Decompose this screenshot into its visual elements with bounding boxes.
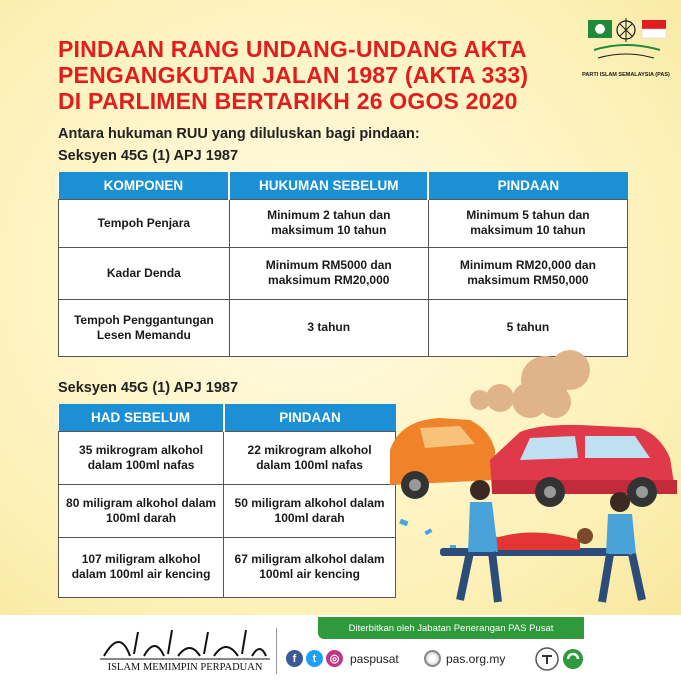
calligraphy-logo [100,626,270,662]
intro-text: Antara hukuman RUU yang diluluskan bagi pindaan: [58,126,420,142]
cell-component: Tempoh Penggantungan Lesen Memandu [59,299,230,356]
cell-after: Minimum 5 tahun dan maksimum 10 tahun [428,199,627,247]
table-row [59,484,396,537]
header-pindaan: PINDAAN [428,172,627,199]
table-row [59,537,396,597]
cell-component: Tempoh Penjara [59,199,230,247]
cell-before: 107 miligram alkohol dalam 100ml air kencing [59,537,224,597]
title-line-1: PINDAAN RANG UNDANG-UNDANG AKTA [58,36,527,62]
social-links [286,650,399,667]
cell-after: 67 miligram alkohol dalam 100ml air kencing [224,537,396,597]
header-hukuman-sebelum: HUKUMAN SEBELUM [229,172,428,199]
tv-icon[interactable] [535,646,585,672]
cell-before: 3 tahun [229,299,428,356]
page-title [58,36,578,114]
table-row [59,247,628,299]
cell-after: 50 miligram alkohol dalam 100ml darah [224,484,396,537]
cell-before: Minimum RM5000 dan maksimum RM20,000 [229,247,428,299]
facebook-icon[interactable]: f [286,650,303,667]
cell-component: Kadar Denda [59,247,230,299]
section2-heading: Seksyen 45G (1) APJ 1987 [58,380,239,396]
cell-after: Minimum RM20,000 dan maksimum RM50,000 [428,247,627,299]
pas-logo [584,14,668,72]
alcohol-limit-table [58,404,396,598]
cell-before: 80 miligram alkohol dalam 100ml darah [59,484,224,537]
cell-after: 5 tahun [428,299,627,356]
twitter-icon[interactable]: t [306,650,323,667]
title-line-2: PENGANGKUTAN JALAN 1987 (AKTA 333) [58,62,529,88]
globe-icon [424,650,441,667]
cell-before: 35 mikrogram alkohol dalam 100ml nafas [59,431,224,484]
slogan-text: ISLAM MEMIMPIN PERPADUAN [107,662,263,673]
section1-heading: Seksyen 45G (1) APJ 1987 [58,148,239,164]
smoke-cloud [470,350,590,418]
cell-after: 22 mikrogram alkohol dalam 100ml nafas [224,431,396,484]
logo-caption: PARTI ISLAM SEMALAYSIA (PAS) [582,72,670,78]
social-handle[interactable]: paspusat [350,651,399,666]
cell-before: Minimum 2 tahun dan maksimum 10 tahun [229,199,428,247]
table-row [59,199,628,247]
footer-divider [276,628,277,674]
header-komponen: KOMPONEN [59,172,230,199]
car-accident-illustration [380,340,681,615]
instagram-icon[interactable]: ◎ [326,650,343,667]
header-pindaan-2: PINDAAN [224,404,396,431]
website-link[interactable] [424,650,505,667]
header-had-sebelum: HAD SEBELUM [59,404,224,431]
website-text[interactable]: pas.org.my [446,651,506,666]
penalty-table [58,172,628,357]
red-car [490,425,677,507]
table-row [59,431,396,484]
publisher-banner: Diterbitkan oleh Jabatan Penerangan PAS Pusat [318,617,584,639]
title-line-3: DI PARLIMEN BERTARIKH 26 OGOS 2020 [58,88,518,114]
